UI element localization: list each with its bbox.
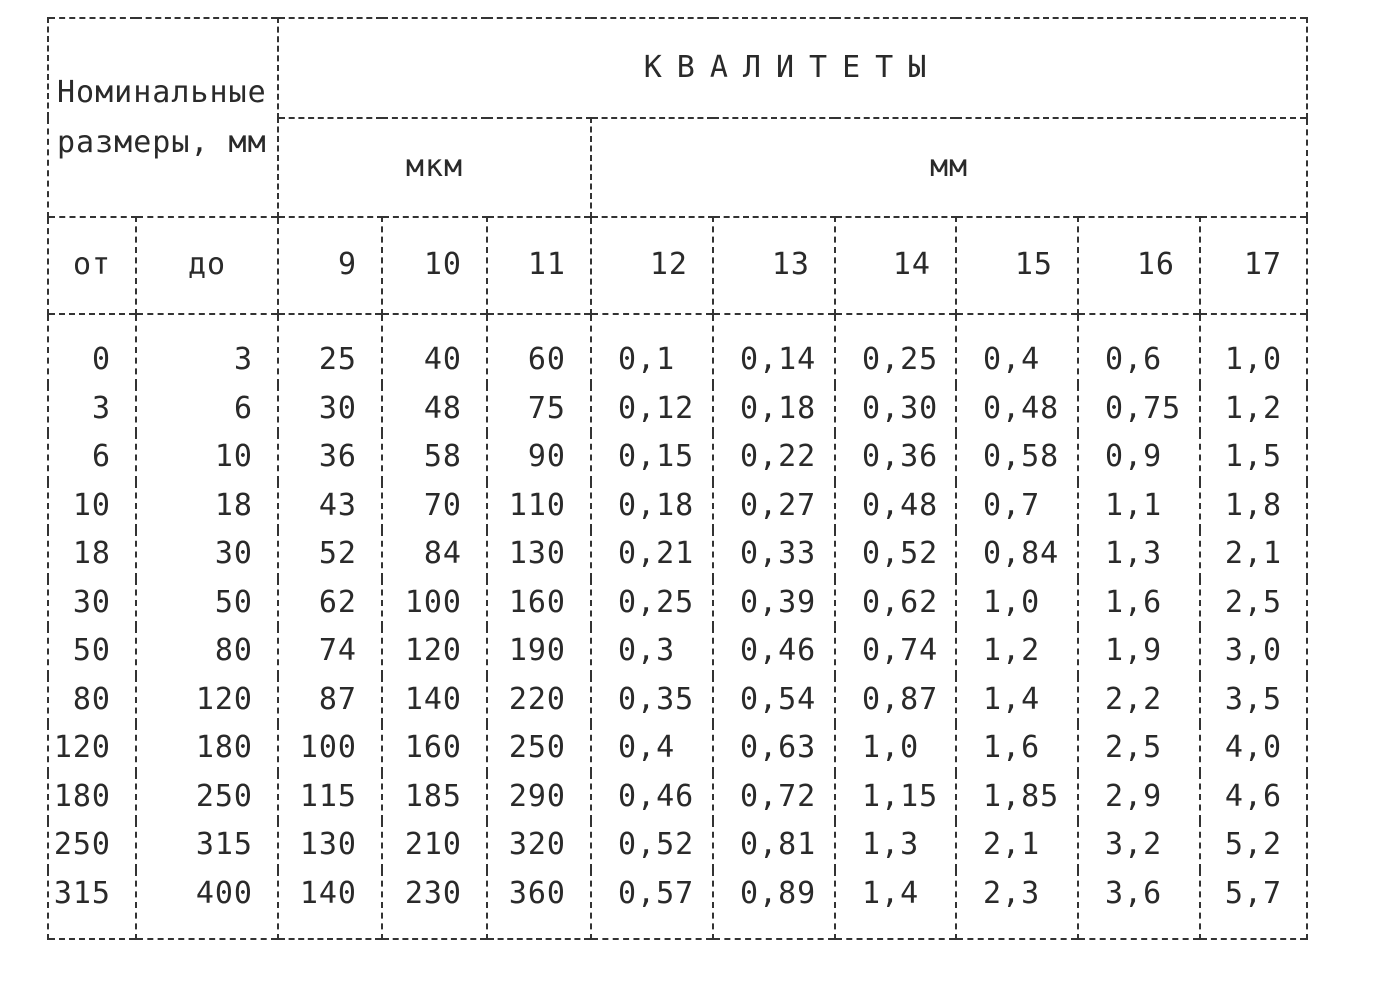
grade-header: 13 bbox=[713, 217, 835, 314]
table-row bbox=[48, 724, 1307, 773]
tolerance-cell: 3,5 bbox=[1200, 676, 1307, 725]
tolerance-cell: 0,25 bbox=[835, 314, 956, 385]
tolerance-cell: 60 bbox=[487, 314, 591, 385]
size-from-cell: 315 bbox=[48, 870, 136, 940]
tolerance-cell: 36 bbox=[278, 433, 382, 482]
tolerance-cell: 2,5 bbox=[1200, 579, 1307, 628]
tolerance-cell: 210 bbox=[382, 821, 487, 870]
tolerance-cell: 2,3 bbox=[956, 870, 1078, 940]
size-to-cell: 50 bbox=[136, 579, 278, 628]
tolerance-cell: 0,35 bbox=[591, 676, 713, 725]
tolerance-cell: 2,1 bbox=[1200, 530, 1307, 579]
tolerance-cell: 70 bbox=[382, 482, 487, 531]
tolerance-cell: 1,6 bbox=[1078, 579, 1200, 628]
nominal-sizes-header bbox=[48, 18, 278, 217]
table-row bbox=[48, 773, 1307, 822]
tolerance-cell: 1,15 bbox=[835, 773, 956, 822]
size-from-cell: 50 bbox=[48, 627, 136, 676]
tolerance-cell: 0,87 bbox=[835, 676, 956, 725]
size-from-cell: 30 bbox=[48, 579, 136, 628]
tolerance-cell: 87 bbox=[278, 676, 382, 725]
tolerance-cell: 0,25 bbox=[591, 579, 713, 628]
tolerance-cell: 130 bbox=[487, 530, 591, 579]
tolerance-cell: 3,6 bbox=[1078, 870, 1200, 940]
tolerance-cell: 90 bbox=[487, 433, 591, 482]
tolerance-cell: 1,2 bbox=[956, 627, 1078, 676]
table-row bbox=[48, 433, 1307, 482]
size-from-cell: 250 bbox=[48, 821, 136, 870]
tolerance-cell: 0,27 bbox=[713, 482, 835, 531]
tolerance-cell: 140 bbox=[278, 870, 382, 940]
nominal-sizes-line2: размеры, мм bbox=[57, 124, 267, 160]
tolerance-cell: 5,2 bbox=[1200, 821, 1307, 870]
table-row bbox=[48, 482, 1307, 531]
tolerance-cell: 0,33 bbox=[713, 530, 835, 579]
tolerance-cell: 74 bbox=[278, 627, 382, 676]
qualities-header: КВАЛИТЕТЫ bbox=[278, 18, 1307, 118]
table-row bbox=[48, 676, 1307, 725]
tolerance-cell: 0,54 bbox=[713, 676, 835, 725]
tolerance-cell: 0,89 bbox=[713, 870, 835, 940]
tolerance-cell: 5,7 bbox=[1200, 870, 1307, 940]
tolerance-cell: 1,9 bbox=[1078, 627, 1200, 676]
tolerance-cell: 2,5 bbox=[1078, 724, 1200, 773]
grade-header: 16 bbox=[1078, 217, 1200, 314]
tolerance-cell: 0,12 bbox=[591, 385, 713, 434]
tolerance-cell: 75 bbox=[487, 385, 591, 434]
tolerance-table bbox=[47, 17, 1308, 940]
size-from-cell: 0 bbox=[48, 314, 136, 385]
size-to-cell: 80 bbox=[136, 627, 278, 676]
tolerance-cell: 0,62 bbox=[835, 579, 956, 628]
tolerance-cell: 140 bbox=[382, 676, 487, 725]
tolerance-cell: 250 bbox=[487, 724, 591, 773]
to-header: до bbox=[136, 217, 278, 314]
tolerance-cell: 0,74 bbox=[835, 627, 956, 676]
table-row bbox=[48, 579, 1307, 628]
size-to-cell: 315 bbox=[136, 821, 278, 870]
tolerance-cell: 2,9 bbox=[1078, 773, 1200, 822]
tolerance-cell: 3,0 bbox=[1200, 627, 1307, 676]
tolerance-cell: 320 bbox=[487, 821, 591, 870]
tolerance-cell: 0,18 bbox=[591, 482, 713, 531]
tolerance-cell: 160 bbox=[487, 579, 591, 628]
tolerance-cell: 0,52 bbox=[835, 530, 956, 579]
size-from-cell: 80 bbox=[48, 676, 136, 725]
tolerance-cell: 84 bbox=[382, 530, 487, 579]
tolerance-cell: 100 bbox=[382, 579, 487, 628]
tolerance-cell: 1,0 bbox=[1200, 314, 1307, 385]
tolerance-cell: 230 bbox=[382, 870, 487, 940]
tolerance-cell: 1,4 bbox=[835, 870, 956, 940]
tolerance-cell: 0,21 bbox=[591, 530, 713, 579]
tolerance-cell: 52 bbox=[278, 530, 382, 579]
tolerance-cell: 0,22 bbox=[713, 433, 835, 482]
size-to-cell: 30 bbox=[136, 530, 278, 579]
size-from-cell: 10 bbox=[48, 482, 136, 531]
nominal-sizes-line1: Номинальные bbox=[57, 74, 267, 110]
table-row bbox=[48, 385, 1307, 434]
tolerance-cell: 0,57 bbox=[591, 870, 713, 940]
size-to-cell: 10 bbox=[136, 433, 278, 482]
tolerance-cell: 1,2 bbox=[1200, 385, 1307, 434]
size-to-cell: 120 bbox=[136, 676, 278, 725]
tolerance-cell: 48 bbox=[382, 385, 487, 434]
size-from-cell: 18 bbox=[48, 530, 136, 579]
tolerance-cell: 1,0 bbox=[835, 724, 956, 773]
tolerance-cell: 0,46 bbox=[713, 627, 835, 676]
size-to-cell: 250 bbox=[136, 773, 278, 822]
tolerance-cell: 290 bbox=[487, 773, 591, 822]
size-to-cell: 400 bbox=[136, 870, 278, 940]
tolerance-cell: 2,1 bbox=[956, 821, 1078, 870]
tolerance-cell: 0,39 bbox=[713, 579, 835, 628]
tolerance-cell: 0,4 bbox=[956, 314, 1078, 385]
tolerance-cell: 0,14 bbox=[713, 314, 835, 385]
size-to-cell: 18 bbox=[136, 482, 278, 531]
tolerance-cell: 130 bbox=[278, 821, 382, 870]
tolerance-cell: 0,46 bbox=[591, 773, 713, 822]
tolerance-cell: 0,63 bbox=[713, 724, 835, 773]
grade-header: 11 bbox=[487, 217, 591, 314]
table-row bbox=[48, 821, 1307, 870]
tolerance-cell: 0,48 bbox=[956, 385, 1078, 434]
tolerance-cell: 1,3 bbox=[1078, 530, 1200, 579]
size-to-cell: 6 bbox=[136, 385, 278, 434]
tolerance-cell: 360 bbox=[487, 870, 591, 940]
table-row bbox=[48, 870, 1307, 940]
tolerance-cell: 58 bbox=[382, 433, 487, 482]
table-row bbox=[48, 530, 1307, 579]
tolerance-cell: 0,48 bbox=[835, 482, 956, 531]
table-row bbox=[48, 314, 1307, 385]
tolerance-cell: 0,81 bbox=[713, 821, 835, 870]
table-row bbox=[48, 627, 1307, 676]
table-body bbox=[48, 314, 1307, 939]
tolerance-cell: 0,9 bbox=[1078, 433, 1200, 482]
tolerance-cell: 185 bbox=[382, 773, 487, 822]
tolerance-cell: 3,2 bbox=[1078, 821, 1200, 870]
tolerance-cell: 115 bbox=[278, 773, 382, 822]
tolerance-cell: 0,6 bbox=[1078, 314, 1200, 385]
tolerance-cell: 0,18 bbox=[713, 385, 835, 434]
grade-header: 12 bbox=[591, 217, 713, 314]
tolerance-cell: 1,8 bbox=[1200, 482, 1307, 531]
size-to-cell: 180 bbox=[136, 724, 278, 773]
tolerance-cell: 160 bbox=[382, 724, 487, 773]
size-to-cell: 3 bbox=[136, 314, 278, 385]
size-from-cell: 120 bbox=[48, 724, 136, 773]
tolerance-cell: 100 bbox=[278, 724, 382, 773]
tolerance-cell: 0,7 bbox=[956, 482, 1078, 531]
tolerance-cell: 0,1 bbox=[591, 314, 713, 385]
unit-mkm-header: мкм bbox=[278, 118, 591, 217]
tolerance-cell: 0,36 bbox=[835, 433, 956, 482]
size-from-cell: 180 bbox=[48, 773, 136, 822]
tolerance-cell: 2,2 bbox=[1078, 676, 1200, 725]
size-from-cell: 3 bbox=[48, 385, 136, 434]
tolerance-cell: 4,6 bbox=[1200, 773, 1307, 822]
tolerance-cell: 1,4 bbox=[956, 676, 1078, 725]
grade-header: 14 bbox=[835, 217, 956, 314]
tolerance-cell: 190 bbox=[487, 627, 591, 676]
tolerance-cell: 30 bbox=[278, 385, 382, 434]
tolerance-cell: 1,5 bbox=[1200, 433, 1307, 482]
from-header: от bbox=[48, 217, 136, 314]
tolerance-cell: 0,30 bbox=[835, 385, 956, 434]
tolerance-cell: 0,3 bbox=[591, 627, 713, 676]
tolerance-cell: 1,0 bbox=[956, 579, 1078, 628]
tolerance-cell: 43 bbox=[278, 482, 382, 531]
tolerance-cell: 0,72 bbox=[713, 773, 835, 822]
tolerance-cell: 0,75 bbox=[1078, 385, 1200, 434]
tolerance-cell: 1,1 bbox=[1078, 482, 1200, 531]
tolerance-cell: 4,0 bbox=[1200, 724, 1307, 773]
tolerance-cell: 1,6 bbox=[956, 724, 1078, 773]
tolerance-cell: 25 bbox=[278, 314, 382, 385]
tolerance-cell: 0,58 bbox=[956, 433, 1078, 482]
tolerance-cell: 1,85 bbox=[956, 773, 1078, 822]
tolerance-cell: 120 bbox=[382, 627, 487, 676]
tolerance-cell: 40 bbox=[382, 314, 487, 385]
tolerance-cell: 110 bbox=[487, 482, 591, 531]
grade-header: 17 bbox=[1200, 217, 1307, 314]
tolerance-cell: 0,52 bbox=[591, 821, 713, 870]
grade-header: 10 bbox=[382, 217, 487, 314]
tolerance-cell: 62 bbox=[278, 579, 382, 628]
tolerance-cell: 1,3 bbox=[835, 821, 956, 870]
tolerance-cell: 0,84 bbox=[956, 530, 1078, 579]
grade-header: 15 bbox=[956, 217, 1078, 314]
size-from-cell: 6 bbox=[48, 433, 136, 482]
tolerance-cell: 0,4 bbox=[591, 724, 713, 773]
tolerance-cell: 220 bbox=[487, 676, 591, 725]
tolerance-cell: 0,15 bbox=[591, 433, 713, 482]
grade-header: 9 bbox=[278, 217, 382, 314]
unit-mm-header: мм bbox=[591, 118, 1307, 217]
